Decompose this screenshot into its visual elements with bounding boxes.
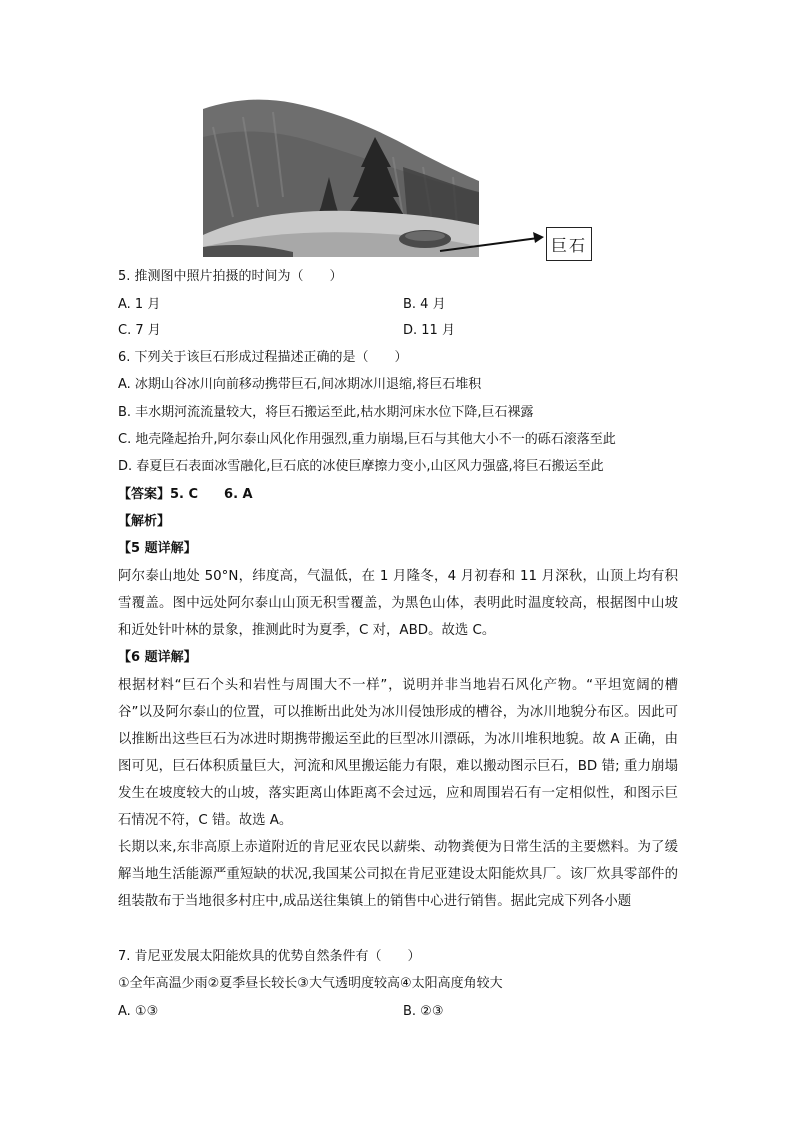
q7-conditions: ①全年高温少雨②夏季昼长较长③大气透明度较高④太阳高度角较大: [118, 976, 503, 991]
q6-option-c: C. 地壳隆起抬升,阿尔泰山风化作用强烈,重力崩塌,巨石与其他大小不一的砾石滚落至此: [118, 432, 616, 447]
q5-detail-label: 【5 题详解】: [118, 541, 197, 556]
q5-option-c: C. 7 月: [118, 323, 161, 338]
q5-option-d: D. 11 月: [403, 323, 455, 338]
q7-option-b: B. ②③: [403, 1004, 444, 1019]
q6-detail-text: 根据材料“巨石个头和岩性与周围大不一样”，说明并非当地岩石风化产物。“平坦宽阔的槽谷”以及阿尔泰山的位置，可以推断出此处为冰川侵蚀形成的槽谷，为冰川地貌分布区。因此可以推断出这些巨石为冰进时期携带搬运至此的巨型冰川漂砾，为冰川堆积地貌。故 A 正确，由图可见，巨石体积质量巨大，河流和风里搬运能力有限，难以搬动图示巨石，BD 错; 重力崩塌发生在坡度较大的山坡，落实距离山体距离不会过远，应和周围岩石有一定相似性，和图示巨石情况不符，C 错。故选 A。: [118, 678, 678, 828]
q5-option-b: B. 4 月: [403, 297, 446, 312]
q6-option-b: B. 丰水期河流流量较大，将巨石搬运至此,枯水期河床水位下降,巨石裸露: [118, 405, 534, 420]
q5-detail-text: 阿尔泰山地处 50°N，纬度高，气温低，在 1 月隆冬，4 月初春和 11 月深秋，山顶上均有积雪覆盖。图中远处阿尔泰山山顶无积雪覆盖，为黑色山体，表明此时温度较高，根据图中山坡和近处针叶林的景象，推测此时为夏季，C 对，ABD。故选 C。: [118, 569, 678, 638]
analysis-label: 【解析】: [118, 514, 171, 529]
q5-option-a: A. 1 月: [118, 297, 161, 312]
q7-option-a: A. ①③: [118, 1004, 159, 1019]
q6-option-d: D. 春夏巨石表面冰雪融化,巨石底的冰使巨摩擦力变小,山区风力强盛,将巨石搬运至此: [118, 459, 604, 474]
question-5-stem: 5. 推测图中照片拍摄的时间为（ ）: [118, 269, 343, 284]
question-7-stem: 7. 肯尼亚发展太阳能炊具的优势自然条件有（ ）: [118, 949, 421, 964]
boulder-callout-label: 巨石: [546, 227, 592, 261]
material-paragraph: 长期以来,东非高原上赤道附近的肯尼亚农民以薪柴、动物粪便为日常生活的主要燃料。为了缓解当地生活能源严重短缺的状况,我国某公司拟在肯尼亚建设太阳能炊具厂。该厂炊具零部件的组装散布于当地很多村庄中,成品送往集镇上的销售中心进行销售。据此完成下列各小题: [118, 840, 678, 909]
q6-option-a: A. 冰期山谷冰川向前移动携带巨石,间冰期冰川退缩,将巨石堆积: [118, 377, 482, 392]
answer-line: 【答案】5. C 6. A: [118, 487, 253, 502]
callout-arrow: [0, 0, 794, 300]
question-6-stem: 6. 下列关于该巨石形成过程描述正确的是（ ）: [118, 350, 408, 365]
q6-detail-label: 【6 题详解】: [118, 650, 197, 665]
